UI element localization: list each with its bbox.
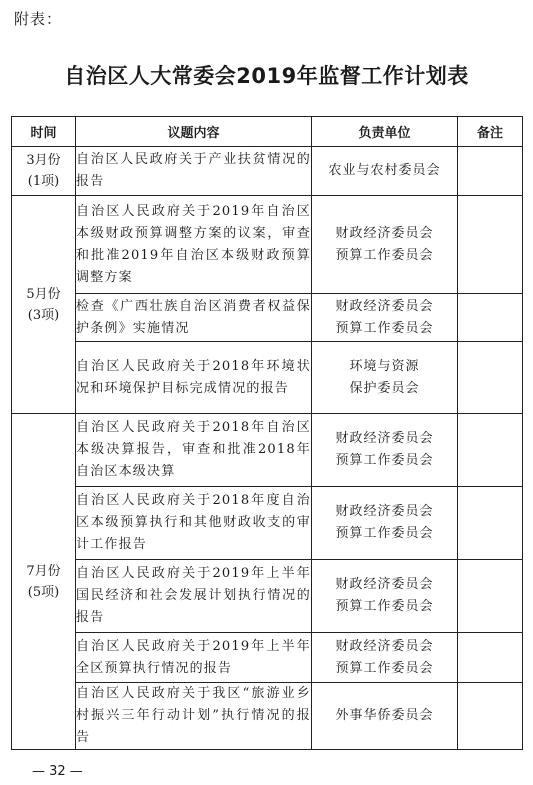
unit-line: 预算工作委员会	[335, 526, 434, 541]
table-row	[12, 196, 523, 294]
time-cell	[12, 196, 76, 414]
unit-cell	[312, 487, 458, 560]
attachment-label: 附表：	[14, 10, 63, 28]
note-cell	[458, 487, 523, 560]
unit-line: 预算工作委员会	[335, 247, 434, 263]
header-unit: 负责单位	[312, 117, 458, 147]
unit-line: 预算工作委员会	[335, 320, 434, 336]
table-row	[12, 414, 523, 487]
time-count: (5项)	[27, 584, 60, 600]
time-cell	[12, 414, 76, 750]
note-cell	[458, 147, 523, 196]
unit-cell	[312, 683, 458, 750]
topic-cell: 自治区人民政府关于2019年上半年全区预算执行情况的报告	[76, 633, 312, 683]
unit-line: 财政经济委员会	[335, 431, 434, 446]
unit-line: 预算工作委员会	[335, 453, 434, 468]
unit-cell	[312, 294, 458, 342]
time-cell	[12, 147, 76, 196]
unit-line: 财政经济委员会	[335, 638, 434, 654]
note-cell	[458, 683, 523, 750]
note-cell	[458, 294, 523, 342]
unit-cell	[312, 147, 458, 196]
topic-cell: 自治区人民政府关于我区“旅游业乡村振兴三年行动计划”执行情况的报告	[76, 683, 312, 750]
unit-line: 财政经济委员会	[335, 298, 434, 314]
note-cell	[458, 560, 523, 633]
header-topic: 议题内容	[76, 117, 312, 147]
unit-line: 农业与农村委员会	[328, 163, 441, 178]
topic-cell: 自治区人民政府关于2019年自治区本级财政预算调整方案的议案，审查和批准2019年自治区本级财政预算调整方案	[76, 196, 312, 294]
table-row	[12, 294, 523, 342]
topic-cell: 检查《广西壮族自治区消费者权益保护条例》实施情况	[76, 294, 312, 342]
table-row	[12, 560, 523, 633]
unit-line: 保护委员会	[349, 380, 420, 396]
time-count: (3项)	[27, 307, 60, 323]
unit-line: 环境与资源	[349, 358, 420, 374]
time-month: 3月份	[26, 153, 61, 168]
table-row	[12, 633, 523, 683]
unit-line: 财政经济委员会	[335, 577, 434, 592]
time-count: (1项)	[27, 174, 60, 189]
page-title: 自治区人大常委会2019年监督工作计划表	[64, 64, 469, 88]
unit-cell	[312, 414, 458, 487]
unit-line: 财政经济委员会	[335, 225, 434, 241]
table-row	[12, 683, 523, 750]
topic-cell: 自治区人民政府关于2018年度自治区本级预算执行和其他财政收支的审计工作报告	[76, 487, 312, 560]
time-month: 7月份	[26, 563, 61, 579]
unit-line: 外事华侨委员会	[335, 708, 434, 723]
page-number: — 32 —	[32, 764, 83, 779]
unit-line: 预算工作委员会	[335, 599, 434, 614]
header-time: 时间	[12, 117, 76, 147]
unit-cell	[312, 560, 458, 633]
note-cell	[458, 196, 523, 294]
header-note: 备注	[458, 117, 523, 147]
topic-cell: 自治区人民政府关于2018年环境状况和环境保护目标完成情况的报告	[76, 342, 312, 414]
unit-cell	[312, 196, 458, 294]
note-cell	[458, 342, 523, 414]
unit-cell	[312, 633, 458, 683]
table-header-row	[12, 117, 523, 147]
unit-line: 财政经济委员会	[335, 504, 434, 519]
time-month: 5月份	[26, 286, 61, 302]
table-row	[12, 342, 523, 414]
table-row	[12, 487, 523, 560]
table-row	[12, 147, 523, 196]
topic-cell: 自治区人民政府关于2018年自治区本级决算报告，审查和批准2018年自治区本级决算	[76, 414, 312, 487]
note-cell	[458, 633, 523, 683]
unit-line: 预算工作委员会	[335, 660, 434, 676]
note-cell	[458, 414, 523, 487]
topic-cell: 自治区人民政府关于产业扶贫情况的报告	[76, 147, 312, 196]
unit-cell	[312, 342, 458, 414]
topic-cell: 自治区人民政府关于2019年上半年国民经济和社会发展计划执行情况的报告	[76, 560, 312, 633]
supervision-plan-table	[11, 116, 523, 750]
